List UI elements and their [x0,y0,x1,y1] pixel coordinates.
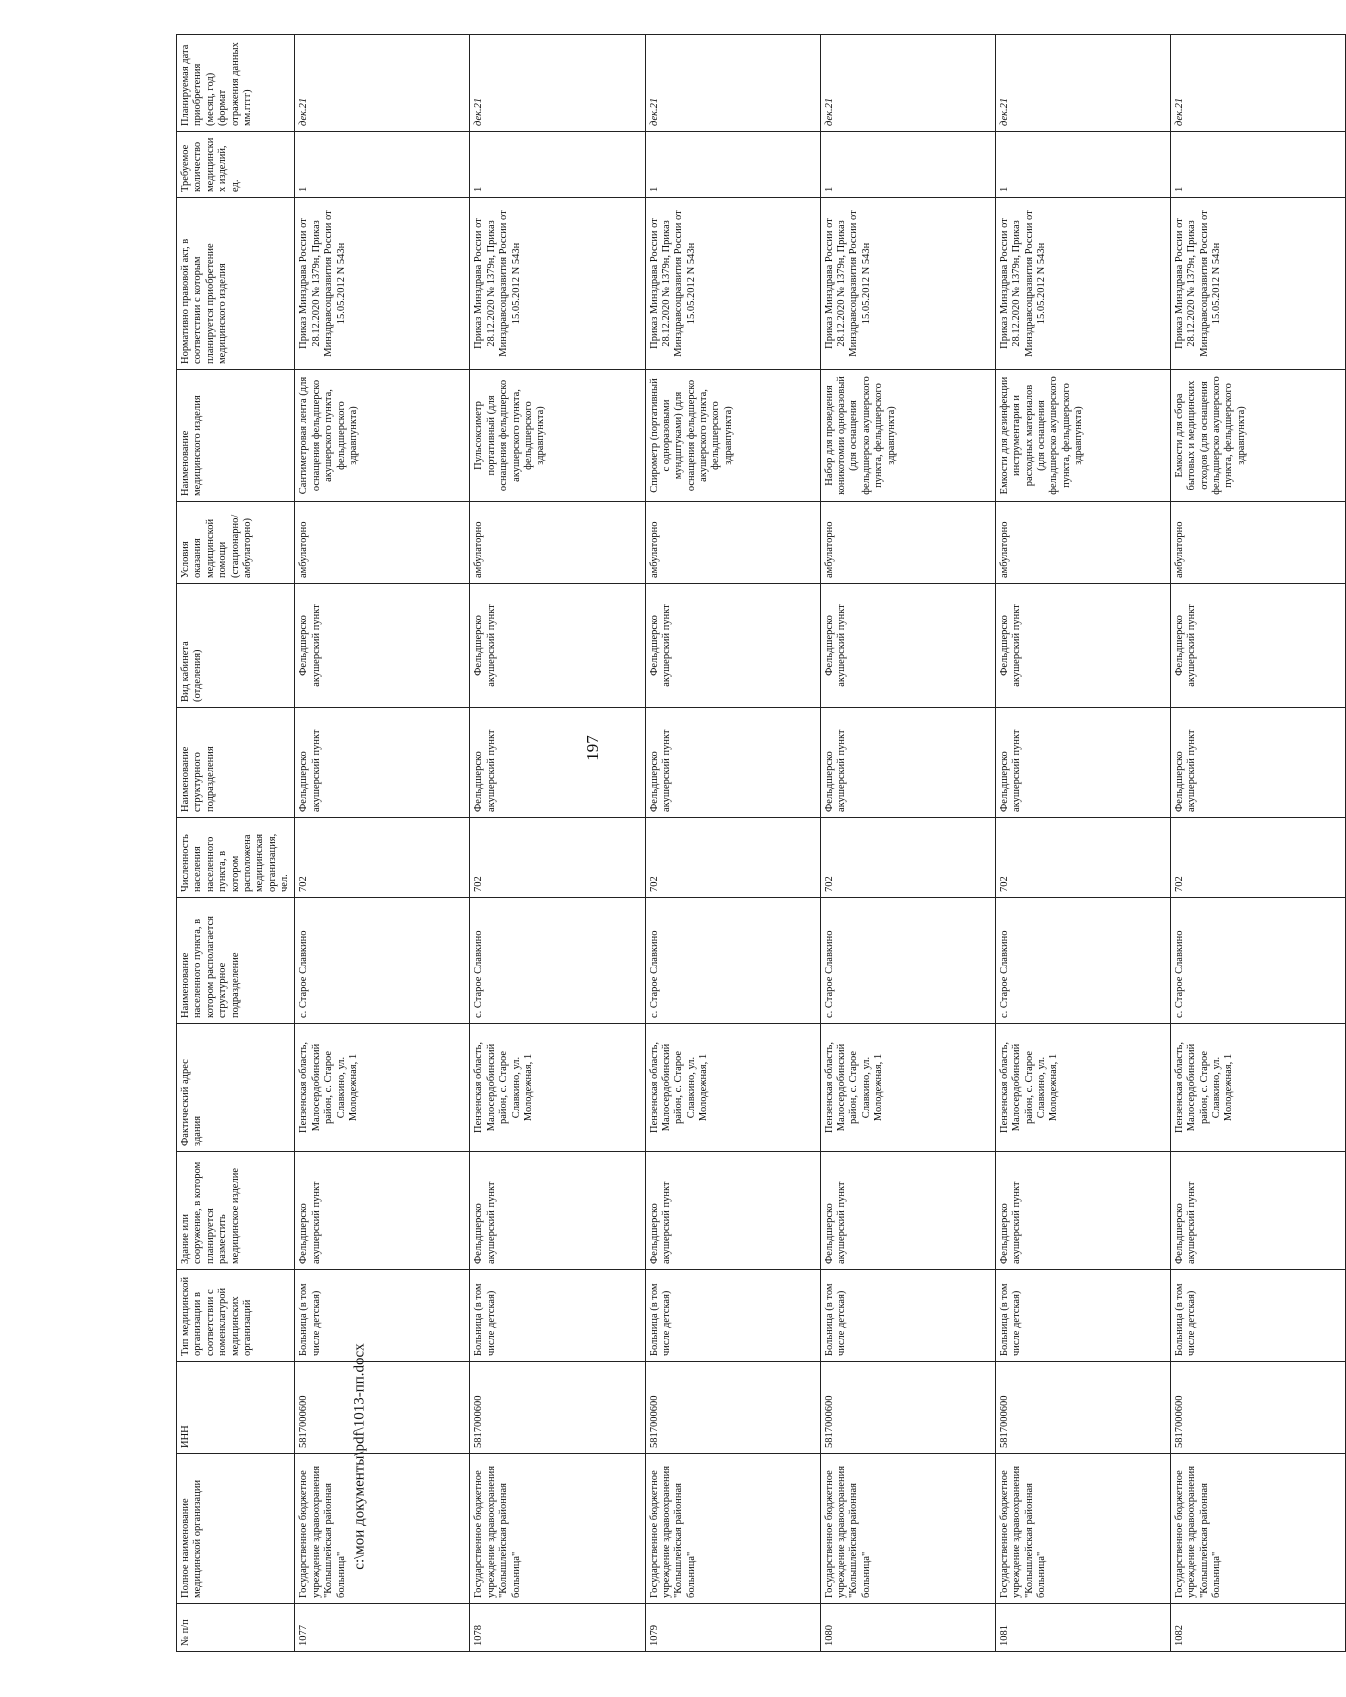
cell-device: Сантиметровая лента (для оснащения фельдшерско акушерского пункта, фельдшерского здравпункта) [295,370,470,502]
cell-address: Пензенская область, Малосердобинский район, с. Старое Славкино, ул. Молодежная, 1 [820,1024,995,1152]
cell-conditions: амбулаторно [995,502,1170,584]
cell-population: 702 [1170,818,1345,898]
cell-population: 702 [995,818,1170,898]
cell-date: дек.21 [470,35,645,132]
cell-building: Фельдшерско акушерский пункт [295,1152,470,1270]
cell-inn: 5817000600 [995,1362,1170,1454]
cell-cabinet: Фельдшерско акушерский пункт [995,584,1170,708]
cell-building: Фельдшерско акушерский пункт [470,1152,645,1270]
cell-inn: 5817000600 [820,1362,995,1454]
cell-type: Больница (в том числе детская) [820,1270,995,1362]
cell-org: Государственное бюджетное учреждение здравоохранения "Колышлейская районная больница" [645,1454,820,1604]
header-settlement: Наименование населенного пункта, в котором располагается структурное подразделение [177,898,295,1024]
cell-date: дек.21 [820,35,995,132]
cell-cabinet: Фельдшерско акушерский пункт [470,584,645,708]
cell-unit: Фельдшерско акушерский пункт [820,708,995,818]
cell-conditions: амбулаторно [645,502,820,584]
cell-qty: 1 [820,132,995,198]
cell-act: Приказ Минздрава России от 28.12.2020 № 1379н, Приказ Минздравсоцразвития России от 15.05.2012 N 543н [1170,198,1345,370]
cell-device: Спирометр (портативный с одноразовыми мундштуками) (для оснащения фельдшерско акушерского пункта, фельдшерского здравпункта) [645,370,820,502]
header-unit: Наименование структурного подразделения [177,708,295,818]
cell-conditions: амбулаторно [295,502,470,584]
cell-org: Государственное бюджетное учреждение здравоохранения "Колышлейская районная больница" [295,1454,470,1604]
cell-num: 1081 [995,1604,1170,1652]
header-device: Наименование медицинского изделия [177,370,295,502]
cell-settlement: с. Старое Славкино [820,898,995,1024]
footer-file-path: c:\мои документы\pdf\1013-пп.docx [351,1343,368,1570]
cell-num: 1079 [645,1604,820,1652]
cell-population: 702 [295,818,470,898]
cell-act: Приказ Минздрава России от 28.12.2020 № 1379н, Приказ Минздравсоцразвития России от 15.05.2012 N 543н [295,198,470,370]
page-number: 197 [583,735,602,761]
cell-conditions: амбулаторно [820,502,995,584]
cell-date: дек.21 [995,35,1170,132]
cell-address: Пензенская область, Малосердобинский район, с. Старое Славкино, ул. Молодежная, 1 [995,1024,1170,1152]
cell-building: Фельдшерско акушерский пункт [1170,1152,1345,1270]
cell-cabinet: Фельдшерско акушерский пункт [820,584,995,708]
cell-address: Пензенская область, Малосердобинский район, с. Старое Славкино, ул. Молодежная, 1 [470,1024,645,1152]
header-date: Планируемая дата приобретения (месяц, год) (формат отражения данных мм.гггг) [177,35,295,132]
cell-num: 1078 [470,1604,645,1652]
cell-act: Приказ Минздрава России от 28.12.2020 № 1379н, Приказ Минздравсоцразвития России от 15.05.2012 N 543н [820,198,995,370]
cell-settlement: с. Старое Славкино [1170,898,1345,1024]
cell-device: Емкости для сбора бытовых и медицинских отходов (для оснащения фельдшерско акушерского пункта, фельдшерского здравпункта) [1170,370,1345,502]
cell-settlement: с. Старое Славкино [295,898,470,1024]
table-row [295,35,470,1652]
table-row [1170,35,1345,1652]
header-building: Здание или сооружение, в котором планируется разместить медицинское изделие [177,1152,295,1270]
header-conditions: Условия оказания медицинской помощи (стационарно/ амбулаторно) [177,502,295,584]
cell-date: дек.21 [645,35,820,132]
table-row [470,35,645,1652]
header-address: Фактический адрес здания [177,1024,295,1152]
cell-qty: 1 [1170,132,1345,198]
cell-inn: 5817000600 [295,1362,470,1454]
cell-type: Больница (в том числе детская) [645,1270,820,1362]
cell-address: Пензенская область, Малосердобинский район, с. Старое Славкино, ул. Молодежная, 1 [645,1024,820,1152]
cell-population: 702 [470,818,645,898]
cell-type: Больница (в том числе детская) [295,1270,470,1362]
cell-inn: 5817000600 [470,1362,645,1454]
cell-cabinet: Фельдшерско акушерский пункт [1170,584,1345,708]
cell-type: Больница (в том числе детская) [995,1270,1170,1362]
header-num: № п/п [177,1604,295,1652]
cell-qty: 1 [995,132,1170,198]
cell-conditions: амбулаторно [470,502,645,584]
cell-unit: Фельдшерско акушерский пункт [995,708,1170,818]
cell-device: Емкости для дезинфекции инструментария и расходных материалов (для оснащения фельдшерско акушерского пункта, фельдшерского здравпункта) [995,370,1170,502]
cell-org: Государственное бюджетное учреждение здравоохранения "Колышлейская районная больница" [470,1454,645,1604]
cell-settlement: с. Старое Славкино [995,898,1170,1024]
header-cabinet: Вид кабинета (отделения) [177,584,295,708]
header-org: Полное наименование медицинской организации [177,1454,295,1604]
table-row [995,35,1170,1652]
cell-address: Пензенская область, Малосердобинский район, с. Старое Славкино, ул. Молодежная, 1 [1170,1024,1345,1152]
cell-unit: Фельдшерско акушерский пункт [470,708,645,818]
table-header-row [177,35,295,1652]
cell-device: Пульсоксиметр портативный (для оснащения фельдшерско акушерского пункта, фельдшерского здравпункта) [470,370,645,502]
cell-date: дек.21 [1170,35,1345,132]
cell-inn: 5817000600 [1170,1362,1345,1454]
cell-act: Приказ Минздрава России от 28.12.2020 № 1379н, Приказ Минздравсоцразвития России от 15.05.2012 N 543н [470,198,645,370]
cell-qty: 1 [470,132,645,198]
cell-org: Государственное бюджетное учреждение здравоохранения "Колышлейская районная больница" [1170,1454,1345,1604]
cell-population: 702 [820,818,995,898]
cell-device: Набор для проведения коникотомии одноразовый (для оснащения фельдшерско акушерского пункта, фельдшерского здравпункта) [820,370,995,502]
header-qty: Требуемое количество медицинских изделий, ед. [177,132,295,198]
cell-building: Фельдшерско акушерский пункт [645,1152,820,1270]
cell-org: Государственное бюджетное учреждение здравоохранения "Колышлейская районная больница" [995,1454,1170,1604]
header-act: Нормативно правовой акт, в соответствии с которым планируется приобретение медицинского изделия [177,198,295,370]
cell-type: Больница (в том числе детская) [1170,1270,1345,1362]
cell-building: Фельдшерско акушерский пункт [820,1152,995,1270]
cell-org: Государственное бюджетное учреждение здравоохранения "Колышлейская районная больница" [820,1454,995,1604]
cell-address: Пензенская область, Малосердобинский район, с. Старое Славкино, ул. Молодежная, 1 [295,1024,470,1152]
table-row [820,35,995,1652]
header-type: Тип медицинской организации в соответствии с номенклатурой медицинских организаций [177,1270,295,1362]
cell-cabinet: Фельдшерско акушерский пункт [295,584,470,708]
cell-num: 1077 [295,1604,470,1652]
cell-num: 1080 [820,1604,995,1652]
cell-num: 1082 [1170,1604,1345,1652]
cell-qty: 1 [295,132,470,198]
cell-settlement: с. Старое Славкино [645,898,820,1024]
cell-unit: Фельдшерско акушерский пункт [1170,708,1345,818]
cell-settlement: с. Старое Славкино [470,898,645,1024]
cell-unit: Фельдшерско акушерский пункт [645,708,820,818]
cell-inn: 5817000600 [645,1362,820,1454]
cell-building: Фельдшерско акушерский пункт [995,1152,1170,1270]
cell-act: Приказ Минздрава России от 28.12.2020 № 1379н, Приказ Минздравсоцразвития России от 15.05.2012 N 543н [995,198,1170,370]
cell-unit: Фельдшерско акушерский пункт [295,708,470,818]
cell-cabinet: Фельдшерско акушерский пункт [645,584,820,708]
table-row [645,35,820,1652]
cell-population: 702 [645,818,820,898]
header-inn: ИНН [177,1362,295,1454]
cell-act: Приказ Минздрава России от 28.12.2020 № 1379н, Приказ Минздравсоцразвития России от 15.05.2012 N 543н [645,198,820,370]
cell-conditions: амбулаторно [1170,502,1345,584]
cell-qty: 1 [645,132,820,198]
cell-date: дек.21 [295,35,470,132]
header-population: Численность населения населенного пункта, в котором расположена медицинская организация, чел. [177,818,295,898]
cell-type: Больница (в том числе детская) [470,1270,645,1362]
